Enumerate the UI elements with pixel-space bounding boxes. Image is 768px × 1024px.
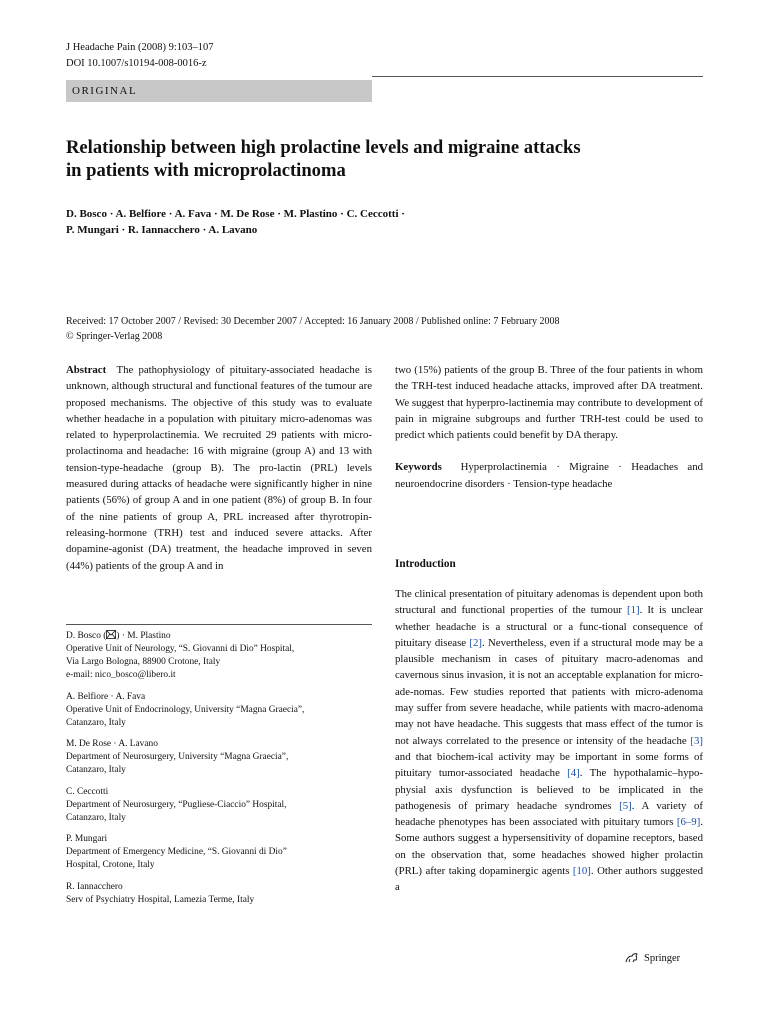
journal-doi: DOI 10.1007/s10194-008-0016-z bbox=[66, 58, 207, 69]
publisher-name: Springer bbox=[644, 952, 681, 964]
authors-line-1: D. Bosco · A. Belfiore · A. Fava · M. De Rose · M. Plastino · C. Ceccotti · bbox=[66, 208, 405, 220]
abstract-paragraph bbox=[66, 362, 372, 574]
affiliation-4 bbox=[66, 786, 372, 825]
keywords-paragraph bbox=[395, 459, 703, 492]
affiliation-1-line-3: Via Largo Bologna, 88900 Crotone, Italy bbox=[66, 657, 221, 667]
affiliation-3-line-1: M. De Rose · A. Lavano bbox=[66, 739, 158, 749]
citation-link[interactable]: [5] bbox=[619, 799, 632, 812]
header-rule bbox=[372, 76, 703, 77]
article-title bbox=[66, 136, 706, 182]
affiliation-5-line-3: Hospital, Crotone, Italy bbox=[66, 860, 155, 870]
affiliation-4-line-3: Catanzaro, Italy bbox=[66, 812, 126, 823]
affiliation-2-line-1: A. Belfiore · A. Fava bbox=[66, 691, 146, 702]
affiliation-6-line-2: Serv of Psychiatry Hospital, Lamezia Terme, Italy bbox=[66, 894, 255, 905]
affiliation-2-line-3: Catanzaro, Italy bbox=[66, 717, 126, 728]
history-dates: Received: 17 October 2007 / Revised: 30 December 2007 / Accepted: 16 January 2008 / Published online: 7 February 2008 bbox=[66, 316, 560, 327]
citation-link[interactable]: [4] bbox=[567, 767, 580, 780]
abstract-left-column bbox=[66, 362, 372, 574]
affiliation-1 bbox=[66, 630, 372, 682]
affiliation-3-line-3: Catanzaro, Italy bbox=[66, 765, 126, 775]
affiliation-4-line-2: Department of Neurosurgery, “Pugliese-Ciaccio” Hospital, bbox=[66, 799, 287, 810]
affiliation-1-line-1b: ) · M. Plastino bbox=[116, 631, 171, 641]
introduction-heading: Introduction bbox=[395, 558, 456, 570]
keywords-label: Keywords bbox=[395, 461, 442, 474]
title-line-1: Relationship between high prolactine levels and migraine attacks bbox=[66, 137, 581, 158]
affiliation-2-line-2: Operative Unit of Endocrinology, University “Magna Graecia”, bbox=[66, 704, 305, 715]
title-line-2: in patients with microprolactinoma bbox=[66, 160, 346, 181]
publisher-footer bbox=[624, 952, 680, 964]
citation-link[interactable]: [6–9] bbox=[676, 816, 701, 829]
journal-line-1: J Headache Pain (2008) 9:103–107 bbox=[66, 42, 214, 53]
affiliation-5-line-2: Department of Emergency Medicine, “S. Giovanni di Dio” bbox=[66, 847, 287, 857]
introduction-body bbox=[395, 586, 703, 896]
affiliation-1-email[interactable]: e-mail: nico_bosco@libero.it bbox=[66, 670, 176, 680]
introduction-paragraph: The clinical presentation of pituitary adenomas is dependent upon both structural and functional properties of the tumour [1]. It is unclear whether headache is a structural or a func-tional consequence of pituitary disease [2]. Nevertheless, even if a structural mode may be a plausible mechanism in cases of pituitary macro-adenomas and cavernous sinus invasion, it is not an acceptable explanation for micro-ade-nomas. Few studies reported that patients with micro-adenoma may suffer from severe headache, while patients with macro-adenoma may not have headache. This suggests that mass effect of the tumor is not always correlated to the presence or intensity of the headache [3] and that biochem-ical activity may be important in some forms of pituitary tumor-associated headache [4]. The hypothalamic–hypo-physial axis dysfunction is believed to be implicated in the pathogenesis of primary headache syndromes [5]. A variety of headache phenotypes has been associated with pituitary tumors [6–9]. Some authors suggest a hypersensitivity of dopamine receptors, based on the observation that, some headaches showed higher prolactin (PRL) after taking dopaminergic agents [10]. Other authors suggested a bbox=[395, 588, 704, 894]
affiliation-5-line-1: P. Mungari bbox=[66, 834, 108, 844]
envelope-icon bbox=[106, 630, 116, 639]
affiliation-3 bbox=[66, 738, 372, 777]
affiliation-2 bbox=[66, 691, 372, 730]
affiliation-6 bbox=[66, 881, 372, 907]
affiliations bbox=[66, 630, 372, 915]
citation-link[interactable]: [1] bbox=[627, 604, 640, 617]
authors-line-2: P. Mungari · R. Iannacchero · A. Lavano bbox=[66, 224, 258, 236]
abstract-right-column bbox=[395, 362, 703, 492]
keywords-text: Hyperprolactinemia · Migraine · Headaches and neuroendocrine disorders · Tension-type headache bbox=[395, 461, 704, 490]
abstract-text-left: The pathophysiology of pituitary-associated headache is unknown, although structural and functional features of the tumour are proposed mechanisms. The objective of this study was to evaluate whether headache in a population with pituitary micro-adenomas was related to hyperprolactinemia. We recruited 29 patients with micro-prolactinoma and headache: 16 with migraine (group A) and 13 with tension-type-headache (group B). The pro-lactin (PRL) levels measured during attacks of headache were significantly higher in nine patients (56%) of group A and in one patient (8%) of group B. In four of the nine patients of group A, PRL increased after thyrotropin-releasing-hormone (TRH) test and induced severe attacks. After dopamine-agonist (DA) treatment, the headache improved in seven (44%) patients of the group A and in bbox=[66, 364, 372, 572]
citation-link[interactable]: [3] bbox=[690, 734, 703, 747]
affiliation-1-line-2: Operative Unit of Neurology, “S. Giovanni di Dio” Hospital, bbox=[66, 644, 295, 654]
publication-dates bbox=[66, 314, 706, 344]
affiliation-1-line-1: D. Bosco ( bbox=[66, 631, 107, 641]
abstract-label: Abstract bbox=[66, 364, 107, 376]
affiliation-3-line-2: Department of Neurosurgery, University “Magna Graecia”, bbox=[66, 752, 289, 762]
abstract-text-right: two (15%) patients of the group B. Three of the four patients in whom the TRH-test induced headache attacks, improved after DA treatment. We suggest that hyperpro-lactinemia may contribute to development of pain in migraine subgroups and further TRH-test could be used to predict which patients could benefit by DA therapy. bbox=[395, 364, 703, 442]
affiliation-rule bbox=[66, 624, 372, 625]
author-list bbox=[66, 206, 706, 238]
springer-horse-icon bbox=[624, 952, 640, 964]
citation-link[interactable]: [10] bbox=[572, 865, 591, 878]
affiliation-4-line-1: C. Ceccotti bbox=[66, 786, 109, 797]
citation-link[interactable]: [2] bbox=[469, 636, 482, 649]
journal-citation bbox=[66, 40, 214, 72]
copyright-line: © Springer-Verlag 2008 bbox=[66, 331, 163, 342]
article-type-ribbon: ORIGINAL bbox=[66, 80, 372, 102]
affiliation-5 bbox=[66, 833, 372, 872]
affiliation-6-line-1: R. Iannacchero bbox=[66, 881, 123, 892]
